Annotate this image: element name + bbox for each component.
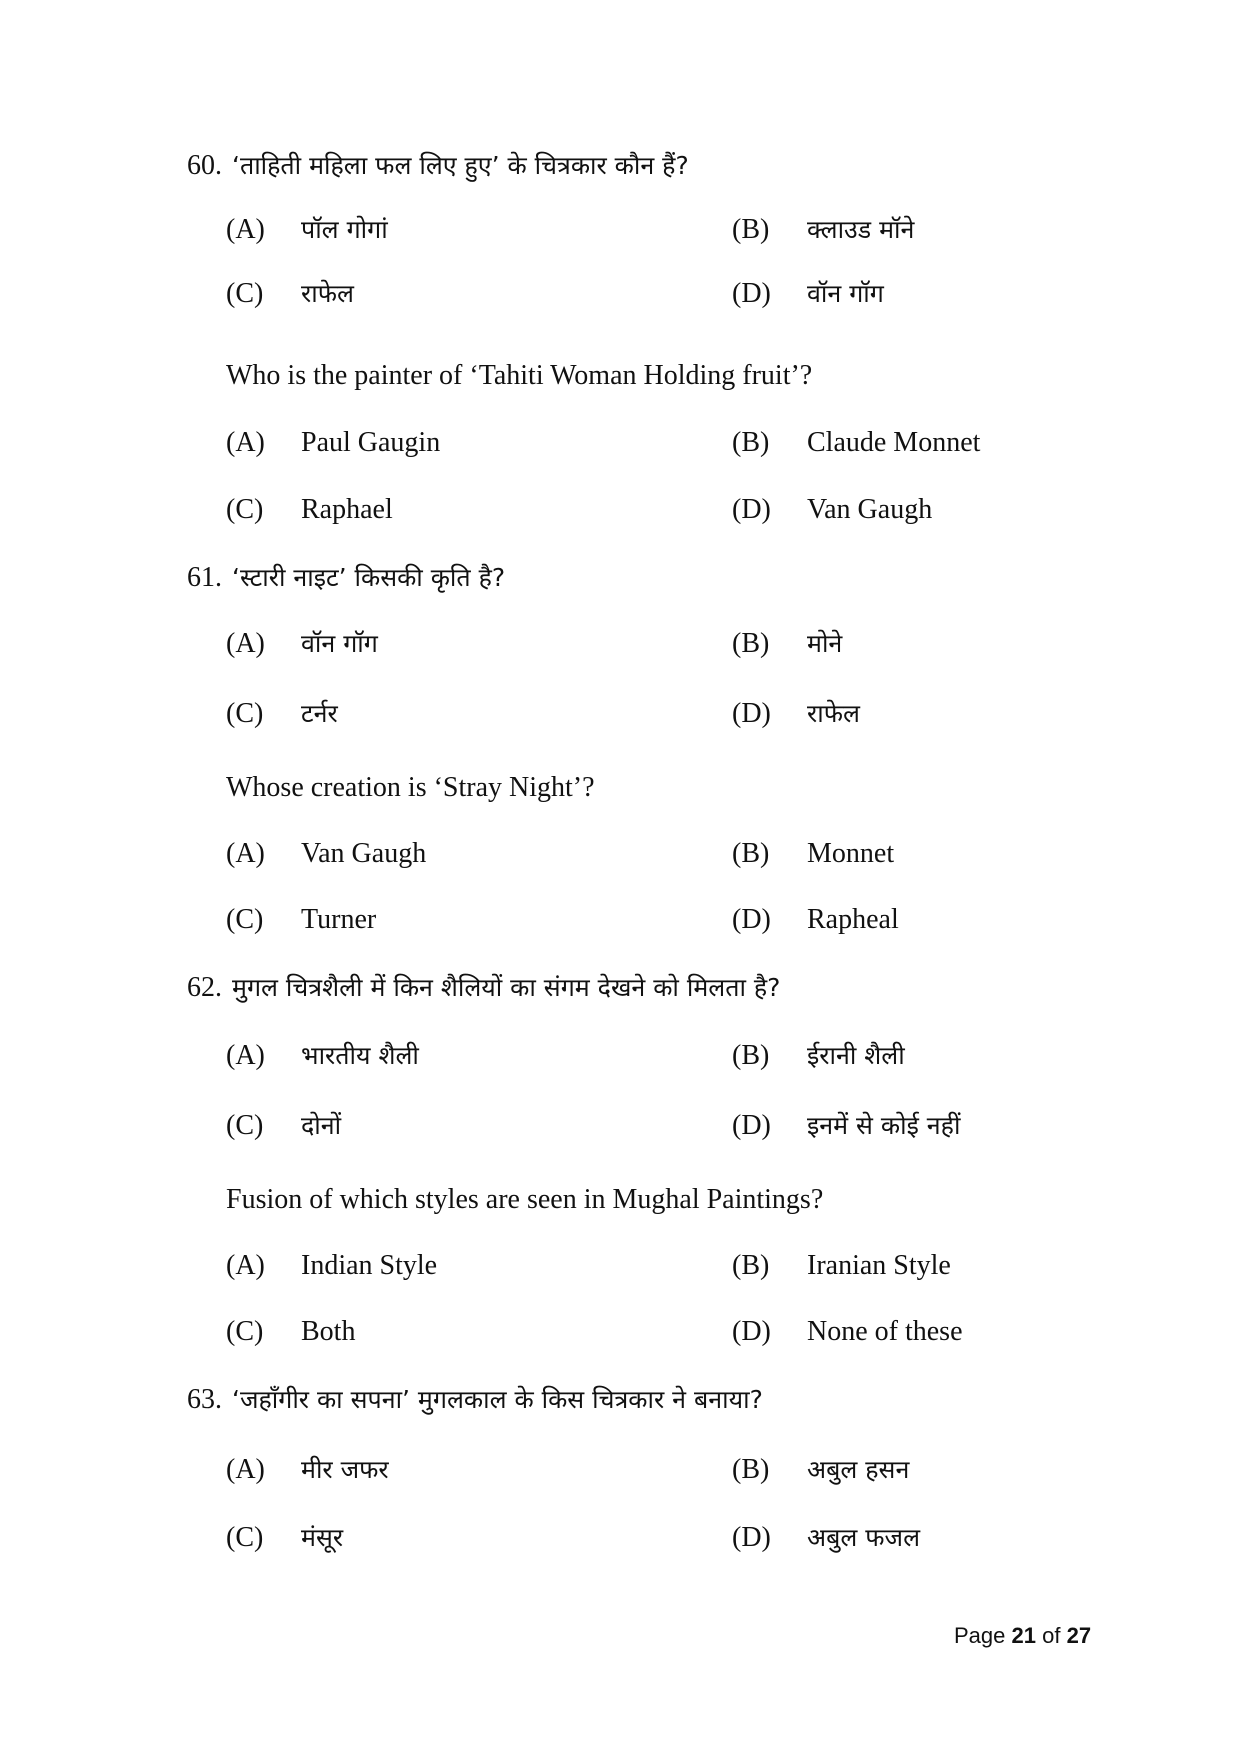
total-pages: 27 (1066, 1623, 1092, 1648)
option-b: (B) Monnet (732, 838, 895, 869)
question-number: 61. (187, 562, 222, 593)
option-c: (C) Turner (226, 904, 377, 935)
option-a: (A) मीर जफर (226, 1454, 389, 1485)
question-62-english: Fusion of which styles are seen in Mughal Paintings? (226, 1184, 824, 1215)
question-text: ‘ताहिती महिला फल लिए हुए’ के चित्रकार कौन हैं? (232, 151, 689, 180)
option-d: (D) None of these (732, 1316, 963, 1347)
option-a: (A) वॉन गॉग (226, 628, 378, 659)
option-c: (C) मंसूर (226, 1522, 344, 1553)
page-number-footer (954, 1621, 1091, 1651)
option-d: (D) Van Gaugh (732, 494, 933, 525)
page-label: Page (954, 1623, 1006, 1648)
option-c: (C) राफेल (226, 278, 354, 309)
question-61-hindi (187, 560, 505, 596)
question-number: 63. (187, 1384, 222, 1415)
option-d: (D) वॉन गॉग (732, 278, 884, 309)
option-b: (B) Claude Monnet (732, 427, 981, 458)
question-number: 62. (187, 972, 222, 1003)
option-c: (C) दोनों (226, 1110, 342, 1141)
option-b: (B) मोने (732, 628, 843, 659)
question-62-hindi (187, 970, 780, 1006)
option-a: (A) Indian Style (226, 1250, 438, 1281)
option-b: (B) अबुल हसन (732, 1454, 910, 1485)
current-page: 21 (1011, 1623, 1036, 1648)
option-d: (D) Rapheal (732, 904, 899, 935)
question-text: मुगल चित्रशैली में किन शैलियों का संगम देखने को मिलता है? (232, 973, 781, 1002)
option-b: (B) Iranian Style (732, 1250, 951, 1281)
question-text: ‘स्टारी नाइट’ किसकी कृति है? (232, 563, 506, 592)
question-61-english: Whose creation is ‘Stray Night’? (226, 772, 595, 803)
question-60-english: Who is the painter of ‘Tahiti Woman Holding fruit’? (226, 360, 813, 391)
option-d: (D) अबुल फजल (732, 1522, 921, 1553)
option-a: (A) भारतीय शैली (226, 1040, 419, 1071)
option-c: (C) Raphael (226, 494, 393, 525)
option-a: (A) Van Gaugh (226, 838, 427, 869)
option-d: (D) इनमें से कोई नहीं (732, 1110, 961, 1141)
page-of-label: of (1042, 1623, 1061, 1648)
option-d: (D) राफेल (732, 698, 860, 729)
option-b: (B) ईरानी शैली (732, 1040, 905, 1071)
option-c: (C) Both (226, 1316, 356, 1347)
option-a: (A) Paul Gaugin (226, 427, 441, 458)
question-text: ‘जहाँगीर का सपना’ मुगलकाल के किस चित्रकार ने बनाया? (232, 1385, 763, 1414)
question-number: 60. (187, 150, 222, 181)
option-a: (A) पॉल गोगां (226, 214, 388, 245)
question-63-hindi (187, 1382, 763, 1418)
option-b: (B) क्लाउड मॉने (732, 214, 915, 245)
option-c: (C) टर्नर (226, 698, 338, 729)
question-60-hindi (187, 148, 689, 184)
